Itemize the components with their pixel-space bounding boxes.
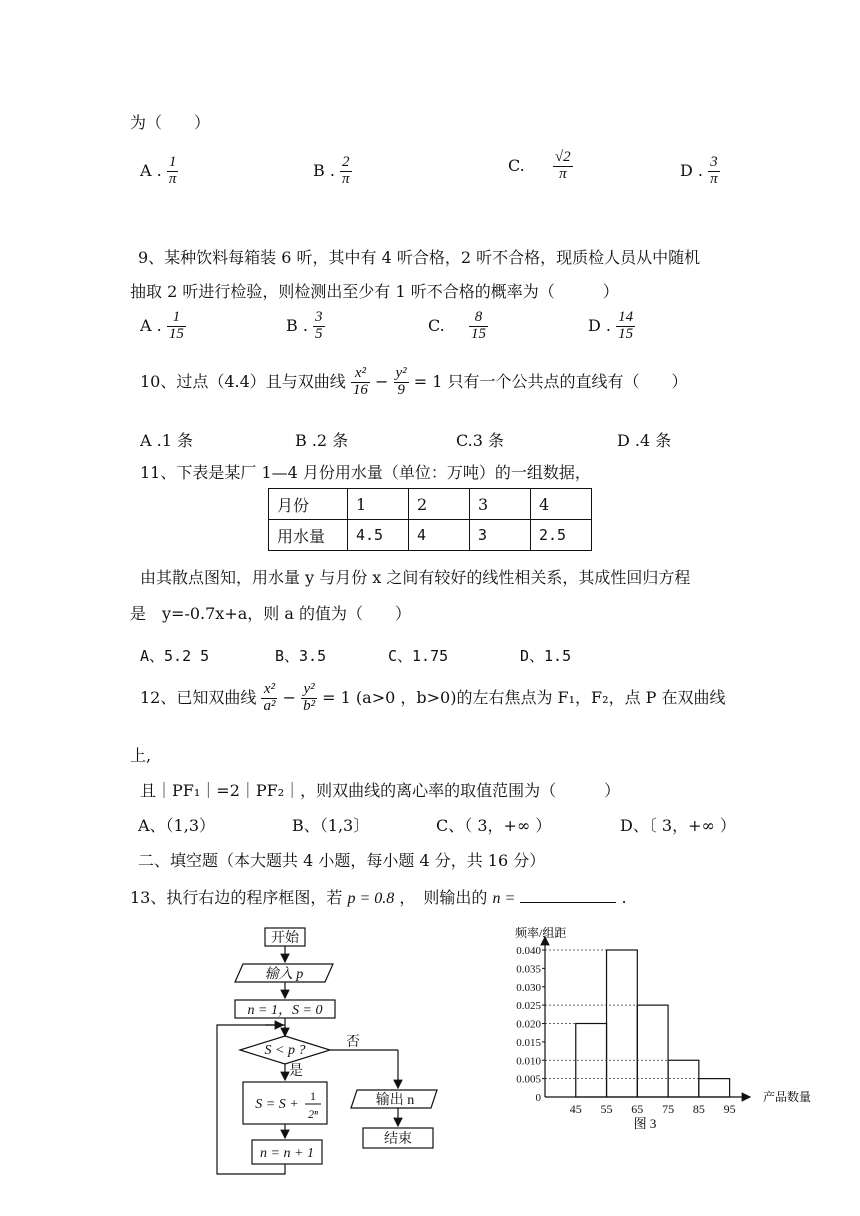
table-cell: 1 <box>348 489 409 520</box>
histogram-bar <box>607 950 638 1097</box>
q9-line2: 抽取 2 听进行检验，则检测出至少有 1 听不合格的概率为（ ） <box>130 282 619 301</box>
table-cell: 4 <box>531 489 592 520</box>
y-tick-label: 0.040 <box>516 945 541 957</box>
start-label: 开始 <box>271 931 299 946</box>
x-tick-label: 95 <box>723 1102 736 1116</box>
yes-label: 是 <box>289 1064 303 1079</box>
update-numerator: 1 <box>310 1089 316 1103</box>
input-label: 输入 p <box>264 967 304 982</box>
q11-option-a[interactable]: A、5.2 5 <box>140 647 210 665</box>
q10-option-b[interactable]: B .2 条 <box>295 431 349 450</box>
q8-option-b[interactable]: B . $\frac{2}{\pi}$ <box>313 154 350 187</box>
q8-option-c[interactable]: C. $\frac{√2}{\pi}$ <box>508 149 571 182</box>
chart-caption: 图 3 <box>633 1116 657 1131</box>
no-label: 否 <box>346 1035 360 1050</box>
y-axis-label: 频率/组距 <box>515 926 567 940</box>
table-cell: 用水量 <box>269 520 348 551</box>
q10-option-a[interactable]: A .1 条 <box>140 431 193 450</box>
water-usage-table <box>268 488 592 551</box>
q8-stem-tail: 为（ ） <box>130 113 211 132</box>
x-axis-label: 产品数量 <box>763 1090 812 1104</box>
answer-blank[interactable] <box>520 888 616 903</box>
q13-stem: 13、执行右边的程序框图，若 p = 0.8 ， 则输出的 n = . <box>130 888 627 907</box>
q11-option-b[interactable]: B、3.5 <box>275 647 327 665</box>
q11-option-d[interactable]: D、1.5 <box>520 647 572 665</box>
table-cell: 4.5 <box>348 520 409 551</box>
fraction: $\frac{3}{5}$ <box>315 309 323 342</box>
q11-option-c[interactable]: C、1.75 <box>388 647 449 665</box>
histogram-chart <box>495 925 825 1140</box>
table-cell: 4 <box>409 520 470 551</box>
increment-label: n = n + 1 <box>260 1146 314 1161</box>
fraction-y2-9: $\frac{\text{y²}}{9}$ <box>395 365 407 398</box>
q8-option-a[interactable]: A . $\frac{1}{\pi}$ <box>140 154 177 187</box>
fraction: $\frac{2}{\pi}$ <box>342 154 350 187</box>
fraction-x2-16: $\frac{\text{x²}}{16}$ <box>352 365 368 398</box>
q12-option-b[interactable]: B、（1,3〕 <box>292 816 370 835</box>
q12-option-d[interactable]: D、〔 3，+∞ ） <box>620 816 736 835</box>
q11-line3: 是 y=-0.7x+a，则 a 的值为（ ） <box>130 604 411 623</box>
output-label: 输出 n <box>375 1093 415 1108</box>
flowchart <box>205 920 445 1182</box>
x-tick-label: 75 <box>662 1102 675 1116</box>
q9-option-d[interactable]: D . $\frac{14}{15}$ <box>588 309 634 342</box>
y-tick-label: 0.015 <box>516 1036 541 1049</box>
q12-option-c[interactable]: C、（ 3，+∞ ） <box>436 816 552 835</box>
table-cell: 2.5 <box>531 520 592 551</box>
q9-line1: 9、某种饮料每箱装 6 听，其中有 4 听合格，2 听不合格，现质检人员从中随机 <box>138 248 701 267</box>
q12-stem: 12、已知双曲线 $\frac{\text{x²}}{\text{a²}}$ − $\frac{\text{y²}}{\text{b²}}$ = 1 (a>0 ，b>0)的左右焦点为 F₁，F₂，点 P 在双曲线 <box>140 681 726 714</box>
fraction: $\frac{8}{15}$ <box>470 309 486 342</box>
update-denominator: 2ⁿ <box>308 1107 318 1121</box>
x-tick-label: 55 <box>600 1102 613 1116</box>
q9-option-b[interactable]: B . $\frac{3}{5}$ <box>286 309 323 342</box>
q8-option-d[interactable]: D . $\frac{3}{\pi}$ <box>680 154 718 187</box>
q9-option-c[interactable]: C. $\frac{8}{15}$ <box>428 309 486 342</box>
table-row <box>269 520 592 551</box>
y-tick-label: 0.005 <box>516 1073 541 1086</box>
y-tick-label: 0.025 <box>516 1000 541 1013</box>
condition-label: S < p ? <box>264 1043 306 1058</box>
histogram-bar <box>699 1079 730 1097</box>
x-tick-label: 65 <box>631 1102 644 1116</box>
y-tick-label: 0 <box>535 1092 541 1104</box>
table-row <box>269 489 592 520</box>
section-heading: 二、填空题（本大题共 4 小题，每小题 4 分，共 16 分） <box>138 851 546 870</box>
histogram-bar <box>637 1005 668 1097</box>
q12-line3: 且｜PF₁｜=2｜PF₂｜，则双曲线的离心率的取值范围为（ ） <box>140 781 621 800</box>
q12-option-a[interactable]: A、（1,3） <box>138 816 216 835</box>
table-cell: 月份 <box>269 489 348 520</box>
q10-option-c[interactable]: C.3 条 <box>456 431 505 450</box>
fraction: $\frac{1}{\pi}$ <box>168 154 177 187</box>
q10-option-d[interactable]: D .4 条 <box>617 431 672 450</box>
q10-stem: 10、过点（4.4）且与双曲线 $\frac{\text{x²}}{16}$ − $\frac{\text{y²}}{9}$ = 1 只有一个公共点的直线有（ ） <box>140 365 688 398</box>
init-label: n = 1，S = 0 <box>247 1003 323 1018</box>
end-label: 结束 <box>384 1132 412 1147</box>
y-tick-label: 0.020 <box>516 1018 541 1031</box>
fraction: $\frac{1}{15}$ <box>168 309 184 342</box>
y-tick-label: 0.030 <box>516 981 541 994</box>
fraction: $\frac{3}{\pi}$ <box>710 154 718 187</box>
table-cell: 3 <box>470 489 531 520</box>
y-tick-label: 0.035 <box>516 963 541 976</box>
x-tick-label: 85 <box>692 1102 705 1116</box>
table-cell: 3 <box>470 520 531 551</box>
update-label: S = S + <box>255 1097 299 1112</box>
fraction: $\frac{√2}{\pi}$ <box>554 149 571 182</box>
x-tick-label: 45 <box>569 1102 582 1116</box>
q11-stem: 11、下表是某厂 1—4 月份用水量（单位：万吨）的一组数据， <box>140 463 591 482</box>
q9-option-a[interactable]: A . $\frac{1}{15}$ <box>140 309 184 342</box>
fraction-y2-b2: $\frac{\text{y²}}{\text{b²}}$ <box>303 681 316 714</box>
q12-line2: 上, <box>130 746 152 765</box>
fraction-x2-a2: $\frac{\text{x²}}{\text{a²}}$ <box>263 681 276 714</box>
q11-line2: 由其散点图知，用水量 y 与月份 x 之间有较好的线性相关系，其成性回归方程 <box>140 568 691 587</box>
fraction: $\frac{14}{15}$ <box>618 309 634 342</box>
y-tick-label: 0.010 <box>516 1055 541 1068</box>
table-cell: 2 <box>409 489 470 520</box>
